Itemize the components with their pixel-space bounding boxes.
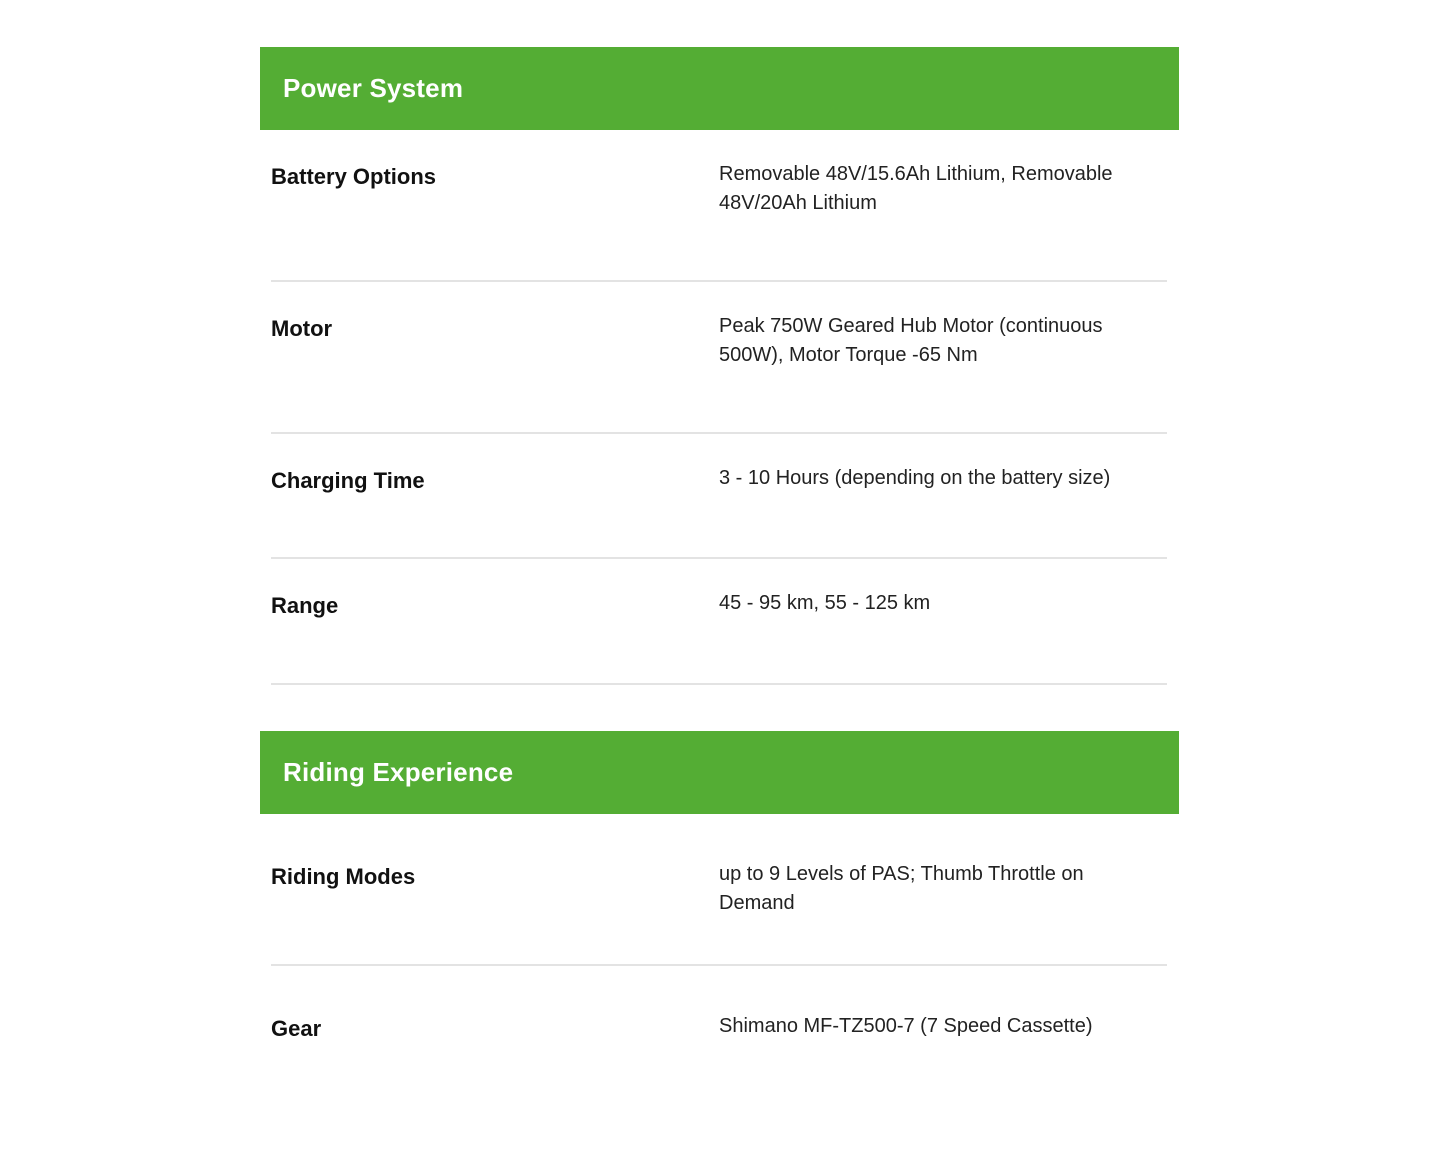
spec-row-motor — [271, 282, 1167, 434]
spec-label: Motor — [271, 316, 333, 341]
spec-value: up to 9 Levels of PAS; Thumb Throttle on Demand — [719, 863, 1084, 914]
spec-value: 45 - 95 km, 55 - 125 km — [719, 592, 931, 614]
spec-table — [260, 47, 1179, 1086]
spec-value: Removable 48V/15.6Ah Lithium, Removable 48V/20Ah Lithium — [719, 163, 1113, 214]
spec-value: Peak 750W Geared Hub Motor (continuous 500W), Motor Torque -65 Nm — [719, 315, 1103, 366]
section-header — [260, 731, 1179, 814]
spec-value: 3 - 10 Hours (depending on the battery size) — [719, 467, 1111, 489]
spec-row-gear — [271, 966, 1167, 1086]
spec-row-riding-modes — [271, 814, 1167, 966]
spec-rows — [271, 130, 1167, 685]
spec-label: Gear — [271, 1016, 322, 1041]
spec-row-charging-time — [271, 434, 1167, 559]
spec-row-battery-options — [271, 130, 1167, 282]
spec-rows — [271, 814, 1167, 1086]
section-spacer — [260, 685, 1179, 731]
section-power-system — [260, 47, 1179, 685]
section-title: Riding Experience — [283, 757, 514, 787]
spec-row-range — [271, 559, 1167, 685]
spec-label: Range — [271, 593, 339, 618]
spec-label: Charging Time — [271, 468, 425, 493]
spec-label: Riding Modes — [271, 864, 416, 889]
section-title: Power System — [283, 73, 464, 103]
section-riding-experience — [260, 731, 1179, 1086]
spec-value: Shimano MF-TZ500-7 (7 Speed Cassette) — [719, 1015, 1093, 1037]
section-header — [260, 47, 1179, 130]
spec-label: Battery Options — [271, 164, 437, 189]
